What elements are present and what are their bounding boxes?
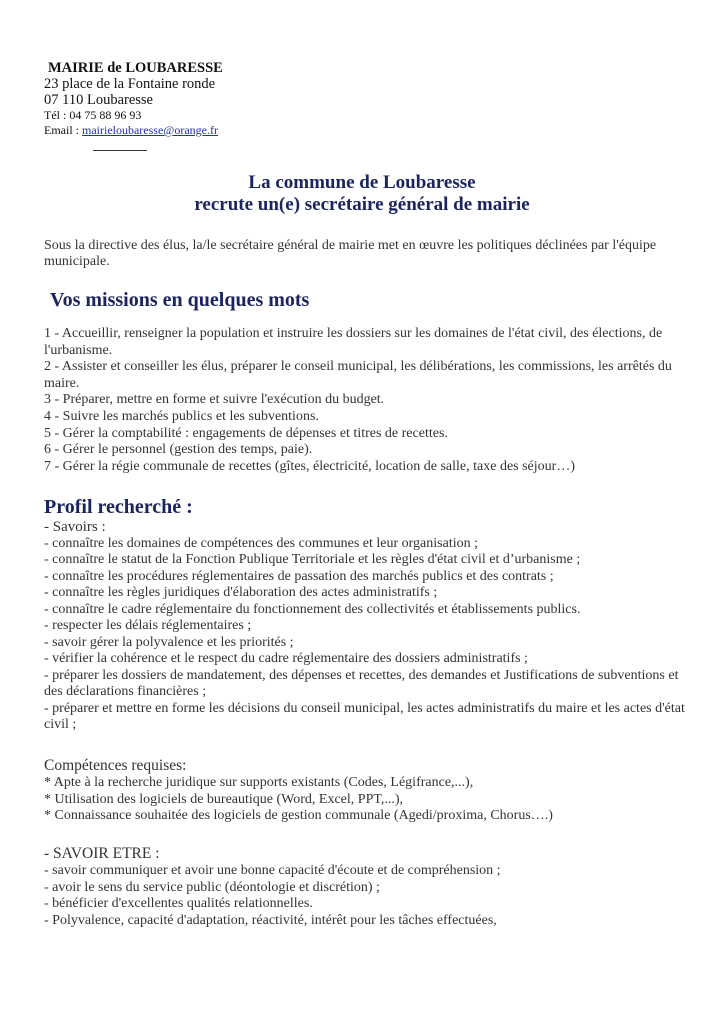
mission-item: 1 - Accueillir, renseigner la population et instruire les dossiers sur les domaines de l'état civil, des élections, de l'urbanisme. — [44, 326, 663, 358]
competence-item: * Connaissance souhaitée des logiciels de gestion communale (Agedi/proxima, Chorus….) — [44, 808, 553, 824]
mission-item: 4 - Suivre les marchés publics et les subventions. — [44, 408, 319, 424]
page-title — [0, 172, 724, 216]
savoir-etre-item: - savoir communiquer et avoir une bonne capacité d'écoute et de compréhension ; — [44, 863, 501, 878]
savoir-etre-list — [44, 845, 694, 929]
mission-item: 5 - Gérer la comptabilité : engagements de dépenses et titres de recettes. — [44, 425, 448, 441]
savoir-item: - savoir gérer la polyvalence et les priorités ; — [44, 634, 294, 650]
savoir-etre-item: - avoir le sens du service public (déontologie et discrétion) ; — [44, 879, 380, 895]
savoir-item: - préparer et mettre en forme les décisions du conseil municipal, les actes administratifs du maire et les actes d'état civil ; — [44, 700, 685, 732]
address-line-2: 07 110 Loubaresse — [44, 92, 153, 108]
competence-item: * Apte à la recherche juridique sur supports existants (Codes, Légifrance,...), — [44, 775, 474, 790]
competences-heading: Compétences requises: — [44, 757, 187, 774]
separator-line — [93, 150, 147, 151]
email-line — [44, 123, 223, 138]
profile-heading: Profil recherché : — [44, 496, 193, 518]
savoir-item: - connaître les procédures réglementaires de passation des marchés publics et des contrats ; — [44, 568, 554, 584]
mission-item: 7 - Gérer la régie communale de recettes (gîtes, électricité, location de salle, taxe des séjour…) — [44, 458, 575, 474]
mission-item: 3 - Préparer, mettre en forme et suivre l'exécution du budget. — [44, 392, 385, 408]
savoir-item: - connaître les règles juridiques d'élaboration des actes administratifs ; — [44, 585, 438, 600]
phone-number: Tél : 04 75 88 96 93 — [44, 108, 142, 122]
savoir-etre-item: - bénéficier d'excellentes qualités relationnelles. — [44, 896, 313, 912]
email-link[interactable]: mairieloubaresse@orange.fr — [82, 123, 218, 137]
savoir-etre-heading: - SAVOIR ETRE : — [44, 845, 160, 862]
letterhead — [44, 60, 223, 138]
missions-heading: Vos missions en quelques mots — [50, 289, 310, 311]
competence-item: * Utilisation des logiciels de bureautique (Word, Excel, PPT,...), — [44, 791, 404, 807]
missions-list — [44, 326, 694, 475]
savoir-item: - préparer les dossiers de mandatement, des dépenses et recettes, des demandes et Justifications de subventions et des déclarations financières ; — [44, 667, 679, 699]
savoir-item: - connaître le cadre réglementaire du fonctionnement des collectivités et établissements publics. — [44, 601, 581, 617]
savoirs-list — [44, 519, 694, 734]
savoir-item: - connaître le statut de la Fonction Publique Territoriale et les règles d'état civil et d’urbanisme ; — [44, 552, 581, 567]
savoir-item: - vérifier la cohérence et le respect du cadre réglementaire des dossiers administratifs ; — [44, 651, 528, 666]
mission-item: 6 - Gérer le personnel (gestion des temps, paie). — [44, 442, 313, 458]
title-line-1: La commune de Loubaresse — [248, 172, 476, 193]
organization-name: MAIRIE de LOUBARESSE — [48, 60, 223, 76]
competences-list — [44, 757, 694, 825]
savoir-etre-item: - Polyvalence, capacité d'adaptation, réactivité, intérêt pour les tâches effectuées, — [44, 912, 497, 928]
address-line-1: 23 place de la Fontaine ronde — [44, 76, 216, 92]
intro-paragraph: Sous la directive des élus, la/le secrétaire général de mairie met en œuvre les politiques déclinées par l'équipe municipale. — [44, 238, 657, 269]
savoir-item: - connaître les domaines de compétences des communes et leur organisation ; — [44, 535, 478, 551]
savoir-item: - respecter les délais réglementaires ; — [44, 618, 252, 633]
savoirs-heading: - Savoirs : — [44, 519, 106, 535]
email-label: Email : — [44, 123, 82, 137]
title-line-2: recrute un(e) secrétaire général de mairie — [194, 194, 530, 215]
mission-item: 2 - Assister et conseiller les élus, préparer le conseil municipal, les délibérations, les commissions, les arrêtés du maire. — [44, 359, 672, 391]
